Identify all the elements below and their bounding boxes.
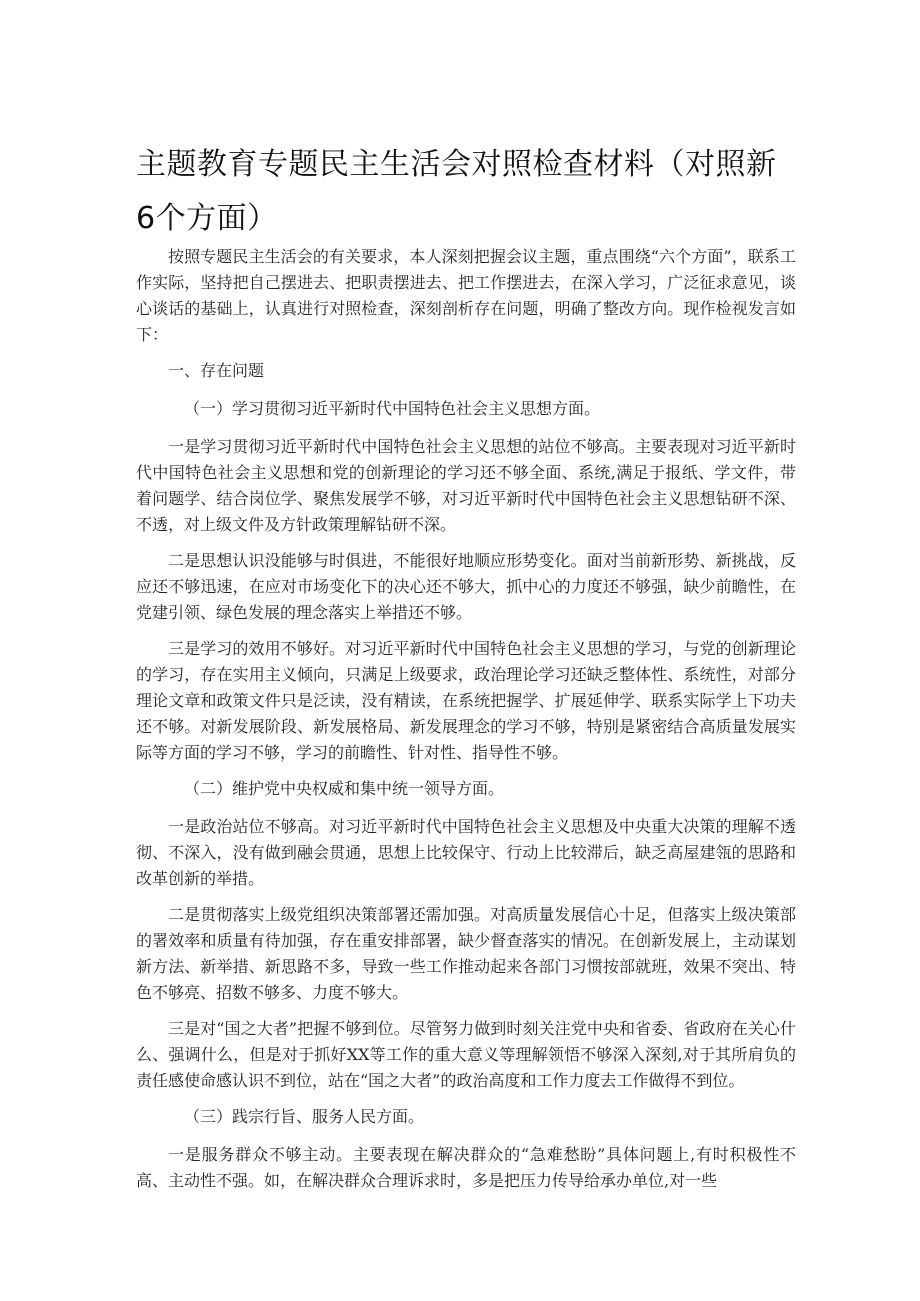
subsection-heading-3: （三）践宗行旨、服务人民方面。 xyxy=(184,1107,425,1126)
document-body xyxy=(136,244,796,1204)
section-heading-problems: 一、存在问题 xyxy=(168,361,265,380)
paragraph: 三是对“国之大者”把握不够到位。尽管努力做到时刻关注党中央和省委、省政府在关心什么、强调什么，但是对于抓好XX等工作的重大意义等理解领悟不够深入深刻,对于其所肩负的责任感使命感认识不到位，站在“国之大者”的政治高度和工作力度去工作做得不到位。 xyxy=(136,1019,796,1090)
paragraph: 三是学习的效用不够好。对习近平新时代中国特色社会主义思想的学习，与党的创新理论的学习，存在实用主义倾向，只满足上级要求，政治理论学习还缺乏整体性、系统性，对部分理论文章和政策文件只是泛读，没有精读，在系统把握学、扩展延伸学、联系实际学上下功夫还不够。对新发展阶段、新发展格局、新发展理念的学习不够，特别是紧密结合高质量发展实际等方面的学习不够，学习的前瞻性、针对性、指导性不够。 xyxy=(136,639,796,762)
paragraph: 二是贯彻落实上级党组织决策部署还需加强。对高质量发展信心十足，但落实上级决策部的署效率和质量有待加强，存在重安排部署，缺少督查落实的情况。在创新发展上，主动谋划新方法、新举措、新思路不多，导致一些工作推动起来各部门习惯按部就班，效果不突出、特色不够亮、招数不够多、力度不够大。 xyxy=(136,905,796,1002)
subsection-heading-2: （二）维护党中央权威和集中统一领导方面。 xyxy=(184,779,505,798)
subsection-heading-1: （一）学习贯彻习近平新时代中国特色社会主义思想方面。 xyxy=(184,399,601,418)
paragraph: 一是学习贯彻习近平新时代中国特色社会主义思想的站位不够高。主要表现对习近平新时代中国特色社会主义思想和党的创新理论的学习还不够全面、系统,满足于报纸、学文件，带着问题学、结合岗位学、聚焦发展学不够，对习近平新时代中国特色社会主义思想钻研不深、不透，对上级文件及方针政策理解钻研不深。 xyxy=(136,437,796,534)
intro-paragraph: 按照专题民主生活会的有关要求，本人深刻把握会议主题，重点围绕“六个方面”，联系工作实际，坚持把自己摆进去、把职责摆进去、把工作摆进去，在深入学习，广泛征求意见，谈心谈话的基础上，认真进行对照检查，深刻剖析存在问题，明确了整改方向。现作检视发言如下： xyxy=(136,247,796,344)
document-title: 主题教育专题民主生活会对照检查材料（对照新6个方面） xyxy=(136,147,777,236)
paragraph: 一是政治站位不够高。对习近平新时代中国特色社会主义思想及中央重大决策的理解不透彻、不深入，没有做到融会贯通，思想上比较保守、行动上比较滞后，缺乏高屋建瓴的思路和改革创新的举措。 xyxy=(136,817,796,888)
paragraph: 二是思想认识没能够与时俱进，不能很好地顺应形势变化。面对当前新形势、新挑战，反应还不够迅速，在应对市场变化下的决心还不够大，抓中心的力度还不够强，缺少前瞻性，在党建引领、绿色发展的理念落实上举措还不够。 xyxy=(136,551,796,622)
paragraph: 一是服务群众不够主动。主要表现在解决群众的“急难愁盼”具体问题上,有时积极性不高、主动性不强。如，在解决群众合理诉求时，多是把压力传导给承办单位,对一些 xyxy=(136,1145,796,1190)
